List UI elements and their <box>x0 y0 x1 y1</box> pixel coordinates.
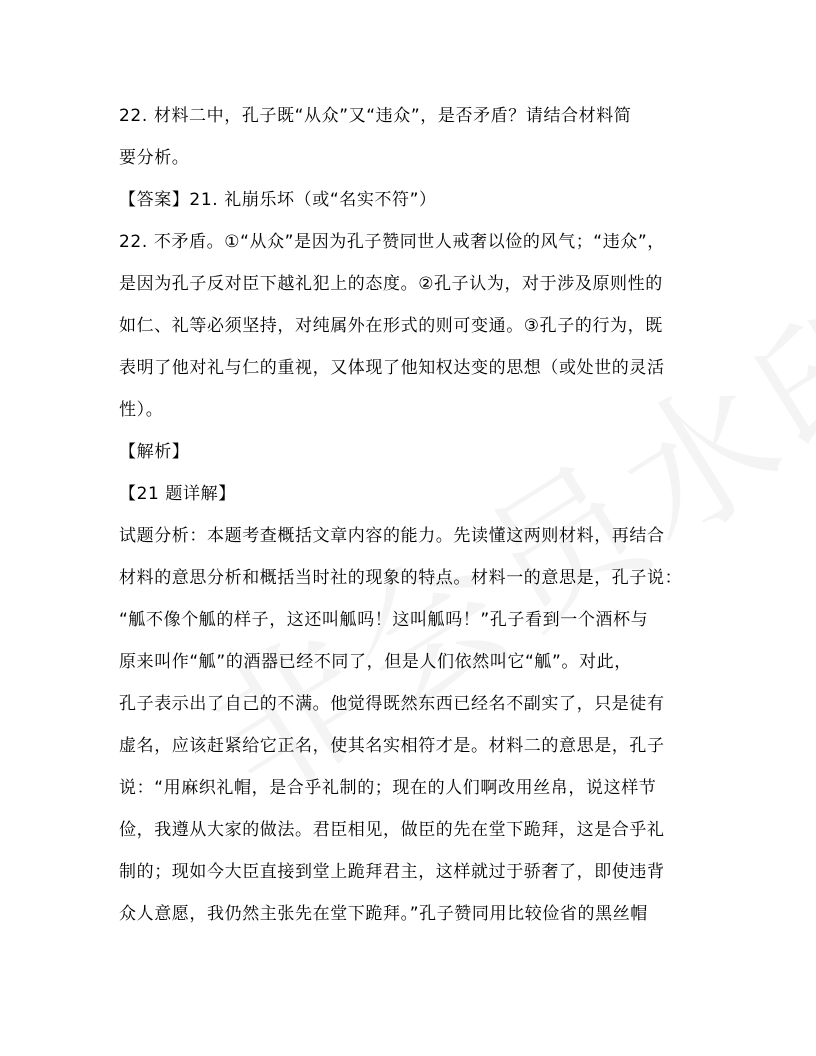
answer-22-line-2: 是因为孔子反对臣下越礼犯上的态度。②孔子认为，对于涉及原则性的 <box>119 274 663 294</box>
question-22-line-1: 22. 材料二中，孔子既“从众”又“违众”，是否矛盾？请结合材料简 <box>119 106 632 126</box>
analysis-heading: 【解析】 <box>119 442 190 462</box>
analysis-paragraph-line: 俭，我遵从大家的做法。君臣相见，做臣的先在堂下跪拜，这是合乎礼 <box>119 820 665 840</box>
answer-22-line-3: 如仁、礼等必须坚持，对纯属外在形式的则可变通。③孔子的行为，既 <box>119 316 663 336</box>
analysis-paragraph-line: 材料的意思分析和概括当时社的现象的特点。材料一的意思是，孔子说： <box>119 568 683 588</box>
question-22-line-2: 要分析。 <box>119 148 190 168</box>
analysis-paragraph-line: 制的；现如今大臣直接到堂上跪拜君主，这样就过于骄奢了，即使违背 <box>119 862 665 882</box>
answer-22-line-5: 性）。 <box>119 400 164 420</box>
analysis-paragraph-line: 试题分析：本题考查概括文章内容的能力。先读懂这两则材料，再结合 <box>119 526 665 546</box>
analysis-paragraph-line: 说：“用麻织礼帽，是合乎礼制的；现在的人们啊改用丝帛，说这样节 <box>119 778 657 798</box>
answer-22-line-1: 22. 不矛盾。①“从众”是因为孔子赞同世人戒奢以俭的风气；“违众”， <box>119 232 665 252</box>
analysis-paragraph-line: 原来叫作“觚”的酒器已经不同了，但是人们依然叫它“觚”。对此， <box>119 652 632 672</box>
analysis-paragraph-line: 虚名，应该赶紧给它正名，使其名实相符才是。材料二的意思是，孔子 <box>119 736 665 756</box>
analysis-paragraph-line: 众人意愿，我仍然主张先在堂下跪拜。”孔子赞同用比较俭省的黑丝帽 <box>119 904 648 924</box>
analysis-paragraph-line: 孔子表示出了自己的不满。他觉得既然东西已经名不副实了，只是徒有 <box>119 694 665 714</box>
analysis-paragraph-line: “觚不像个觚的样子，这还叫觚吗！这叫觚吗！”孔子看到一个酒杯与 <box>119 610 649 630</box>
answer-21-line: 【答案】21. 礼崩乐坏（或“名实不符”） <box>119 190 437 210</box>
question-21-detail-heading: 【21 题详解】 <box>119 484 236 504</box>
answer-22-line-4: 表明了他对礼与仁的重视，又体现了他知权达变的思想（或处世的灵活 <box>119 358 665 378</box>
